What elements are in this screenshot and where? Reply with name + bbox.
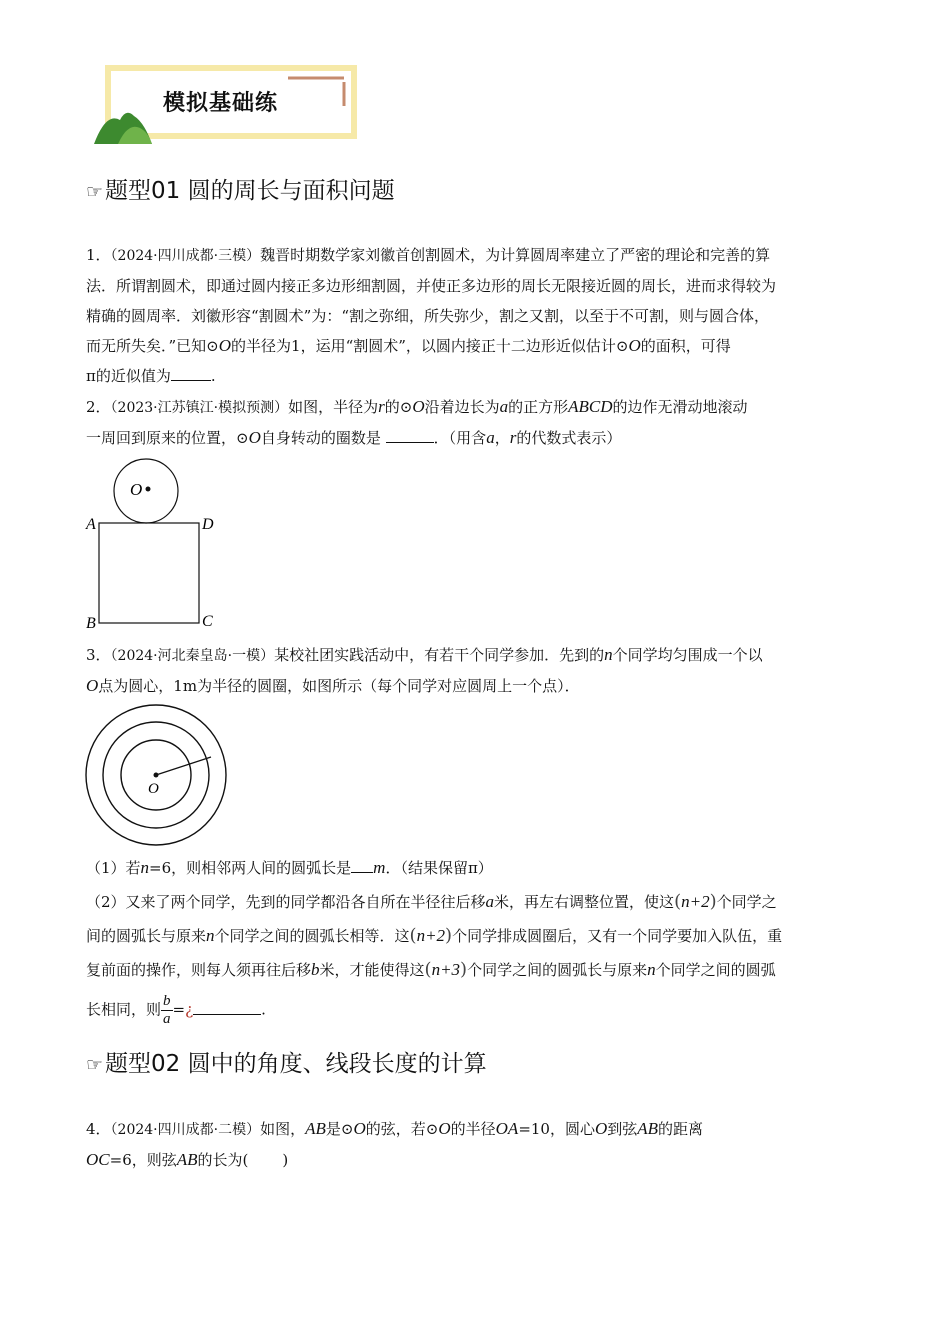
label-A: A [86, 516, 96, 533]
section-title-2: ☞题型02 圆中的角度、线段长度的计算 [86, 1051, 487, 1077]
answer-blank[interactable] [171, 364, 211, 381]
answer-blank[interactable] [351, 856, 373, 873]
svg-text:O: O [148, 781, 159, 797]
answer-blank[interactable] [386, 426, 434, 443]
label-C: C [202, 613, 213, 630]
square-circle-figure [84, 456, 224, 632]
pointing-hand-icon: ☞ [86, 181, 104, 203]
fraction-b-over-a: $\frac{b}{a}$ [163, 993, 171, 1027]
square-abcd [99, 523, 199, 623]
pointing-hand-icon: ☞ [86, 1054, 104, 1076]
section-title-1: ☞题型01 圆的周长与面积问题 [86, 178, 395, 204]
rolling-circle [114, 459, 178, 523]
center-point [146, 487, 151, 492]
question-3-parts: （1）若n=6，则相邻两人间的圆弧长是 m．（结果保留π） （2）又来了两个同学，先到的同学都沿各自所在半径往后移a米，再左右调整位置，使这(n+2)个同学之 间的圆弧长与原来n个同学之间的圆弧长相等．这(n+2)个同学排成圆圈后，又有一个同学要加入队伍，重 复前面的操作，则每人须再往后移b米，才能使得这(n+3)个同学之间的圆弧长与原来n个同学之间的圆弧 长相同，则 $\frac{b}{a}$ =¿ . [86, 858, 783, 1027]
question-1: 1．（2024·四川成都·三模）魏晋时期数学家刘徽首创割圆术，为计算圆周率建立了严密的理论和完善的算 法．所谓割圆术，即通过圆内接正多边形细割圆，并使正多边形的周长无限接近圆的周长，进而求得较为 精确的圆周率．刘徽形容“割圆术”为：“割之弥细，所失弥少，割之又割，以至于不可割，则与圆合体， 而无所失矣．”已知⊙O的半径为1，运用“割圆术”，以圆内接正十二边形近似估计⊙O的面积，可得 π的近似值为 . [86, 246, 777, 385]
concentric-circles-figure [84, 704, 234, 854]
question-4: 4．（2024·四川成都·二模）如图，AB是⊙O的弦，若⊙O的半径OA=10，圆心O到弦AB的距离 OC=6，则弦AB的长为( ) [86, 1119, 704, 1169]
question-2: 2．（2023·江苏镇江·模拟预测）如图，半径为r的⊙O沿着边长为a的正方形ABCD的边作无滑动地滚动 一周回到原来的位置，⊙O自身转动的圈数是 ．（用含a，r的代数式表示） [86, 397, 748, 447]
label-D: D [202, 516, 214, 533]
banner-title: 模拟基础练 [163, 91, 279, 116]
label-B: B [86, 615, 96, 632]
answer-blank[interactable] [193, 998, 261, 1015]
label-O: O [130, 480, 143, 499]
question-3: 3．（2024·河北秦皇岛·一模）某校社团实践活动中，有若干个同学参加．先到的n个同学均匀围成一个以 O点为圆心，1m为半径的圆圈，如图所示（每个同学对应圆周上一个点）． [86, 645, 763, 695]
